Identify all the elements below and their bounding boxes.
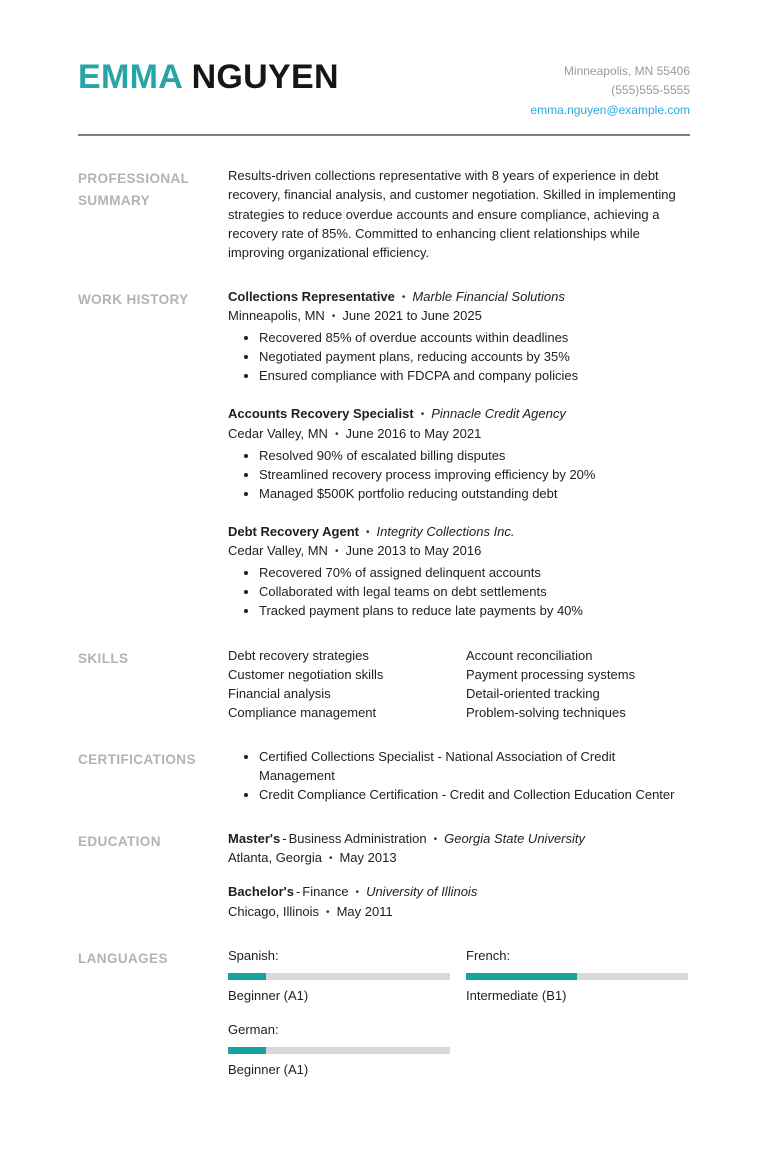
job-dates: June 2013 to May 2016 [345,543,482,559]
resume-header [78,48,690,120]
education-field: Finance [302,884,349,900]
section-work-history [78,287,690,621]
job-header [228,287,690,306]
dot-separator: • [331,310,336,322]
education-degree: Master's [228,831,281,847]
language-name: German: [228,1021,279,1037]
dot-separator: • [420,409,425,421]
job-location: Minneapolis, MN [228,307,325,323]
contact-info [530,62,690,120]
education-entry [228,829,690,867]
languages-grid [228,946,690,1079]
education-entry [228,882,690,920]
job-bullet: • Resolved 90% of escalated billing disputes [259,446,690,465]
certification-item: • Certified Collections Specialist - National Association of Credit Management [259,747,690,785]
language-proficiency-bar [466,973,688,980]
skill-item: Debt recovery strategies [228,647,369,663]
job-dates: June 2021 to June 2025 [342,307,482,323]
skills-column-right [466,646,690,722]
certification-item: • Credit Compliance Certification - Credit and Collection Education Center [259,785,690,804]
education-school: University of Illinois [366,884,478,900]
education-date: May 2011 [336,903,393,919]
education-degree-line [228,829,690,848]
language-entry [228,1020,450,1079]
skill-item: Payment processing systems [466,666,636,682]
section-certifications [78,747,690,804]
language-level: Beginner (A1) [228,1062,309,1078]
skill-item: Customer negotiation skills [228,666,384,682]
contact-email-link[interactable]: emma.nguyen@example.com [530,102,690,117]
job-bullet: • Ensured compliance with FDCPA and company policies [259,366,690,385]
dot-separator: • [326,906,330,918]
job-bullet: • Tracked payment plans to reduce late payments by 40% [259,601,690,620]
dot-separator: • [355,887,360,899]
job-location: Cedar Valley, MN [228,425,328,441]
job-company: Integrity Collections Inc. [376,523,515,539]
language-level: Beginner (A1) [228,987,309,1003]
language-name: Spanish: [228,947,279,963]
language-proficiency-bar [228,1047,450,1054]
education-degree: Bachelor's [228,884,294,900]
contact-location: Minneapolis, MN 55406 [563,64,690,78]
dot-separator: • [433,834,438,846]
job-meta [228,306,690,325]
skill-item: Financial analysis [228,685,331,701]
dot-separator: • [366,526,370,538]
job-title: Collections Representative [228,288,395,304]
contact-phone: (555)555-5555 [611,83,690,98]
job-bullet: • Collaborated with legal teams on debt settlements [259,582,690,601]
job-meta [228,541,690,560]
section-label-work-history: WORK HISTORY [78,291,189,307]
header-divider [78,134,690,136]
skills-column-left [228,646,466,722]
education-location: Chicago, Illinois [228,903,320,919]
language-level: Intermediate (B1) [466,987,567,1003]
job-location: Cedar Valley, MN [228,543,328,559]
section-label-certifications: CERTIFICATIONS [78,751,196,767]
skill-item: Account reconciliation [466,647,593,663]
education-location: Atlanta, Georgia [228,850,322,866]
job-bullet-list [228,446,690,503]
job-entry [228,287,690,386]
skills-grid [228,646,690,722]
section-education [78,829,690,920]
job-entry [228,522,690,621]
dash-separator: - [295,884,301,900]
job-dates: June 2016 to May 2021 [345,425,482,441]
candidate-last-name: NGUYEN [191,58,339,96]
language-proficiency-bar [228,973,450,980]
language-proficiency-fill [228,973,266,980]
section-professional-summary [78,166,690,262]
job-meta [228,424,690,443]
job-entry [228,404,690,503]
skill-item: Compliance management [228,704,377,720]
dot-separator: • [334,428,339,440]
dot-separator: • [401,291,406,303]
education-meta [228,902,690,921]
education-school: Georgia State University [444,831,586,847]
job-bullet-list [228,328,690,385]
job-header [228,404,690,423]
job-bullet-list [228,563,690,620]
education-date: May 2013 [339,850,397,866]
section-languages [78,946,690,1079]
summary-text: Results-driven collections representative with 8 years of experience in debt recovery, financial analysis, and customer negotiation. Skilled in implementing strategies to reduce overdue accounts and ensure compliance, achieving a recovery rate of 85%. Committed to enhancing client relationships while improving organizational efficiency. [228,168,676,260]
job-bullet: • Recovered 70% of assigned delinquent accounts [259,563,690,582]
job-bullet: • Streamlined recovery process improving efficiency by 20% [259,465,690,484]
certification-list [228,747,690,804]
skill-item: Problem-solving techniques [466,704,626,720]
section-label-education: EDUCATION [78,834,161,850]
job-company: Marble Financial Solutions [412,288,565,304]
section-label-languages: LANGUAGES [78,950,168,966]
education-field: Business Administration [288,831,427,847]
language-name: French: [466,947,511,963]
job-header [228,522,690,541]
language-entry [228,946,450,1005]
language-proficiency-fill [228,1047,266,1054]
job-company: Pinnacle Credit Agency [431,406,566,422]
section-label-skills: SKILLS [78,650,129,666]
dot-separator: • [334,546,339,558]
job-bullet: • Recovered 85% of overdue accounts within deadlines [259,328,690,347]
education-degree-line [228,882,690,901]
skill-item: Detail-oriented tracking [466,685,600,701]
candidate-first-name: EMMA [78,58,182,96]
language-entry [466,946,688,1005]
job-bullet: • Managed $500K portfolio reducing outstanding debt [259,484,690,503]
section-label-professional-summary: PROFESSIONAL SUMMARY [78,171,190,208]
education-meta [228,848,690,867]
job-bullet: • Negotiated payment plans, reducing accounts by 35% [259,347,690,366]
job-title: Accounts Recovery Specialist [228,406,414,422]
language-proficiency-fill [466,973,577,980]
section-skills [78,646,690,722]
dot-separator: • [328,853,333,865]
job-title: Debt Recovery Agent [228,523,359,539]
dash-separator: - [282,831,287,847]
candidate-name [78,58,339,97]
